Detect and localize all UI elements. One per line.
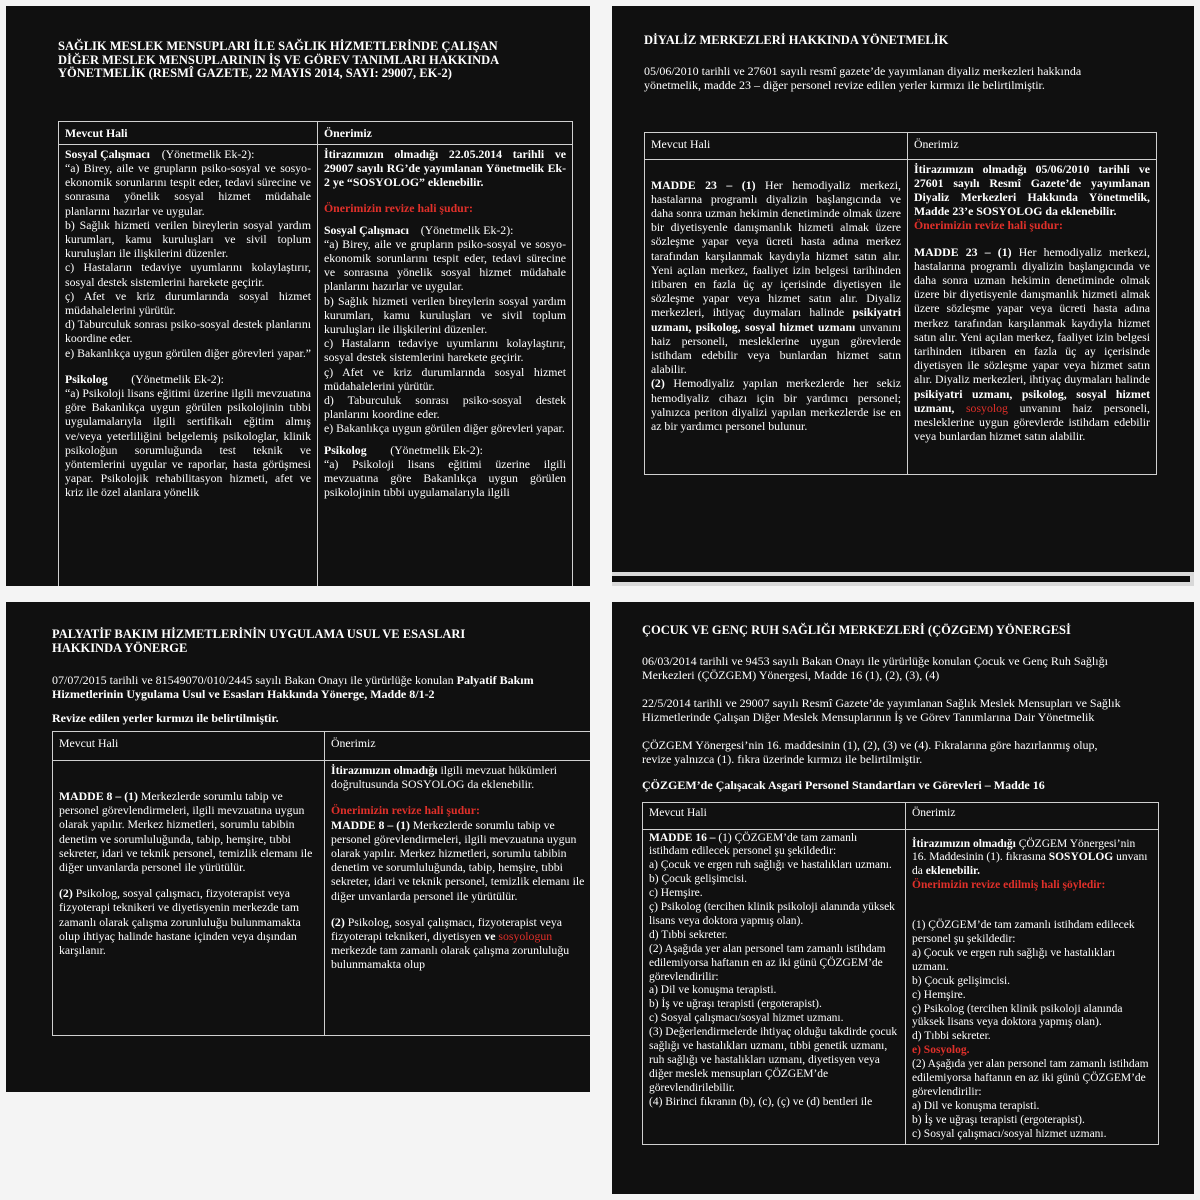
p2-right-text-2: unvanını haiz personeli, mesleklerine uygun görevlerde istihdam edebilir veya bunlardan hizmet satın alabilir. [914, 400, 1150, 444]
p1-left-item-d: d) Taburculuk sonrası psiko-sosyal destek planlarını koordine eder. [65, 317, 311, 346]
p1-right-psikolog-label: Psikolog [324, 442, 367, 457]
p1-header-proposal: Önerimiz [318, 121, 573, 144]
p4-comparison-table [642, 802, 1159, 1145]
p3-right-red-sosyologun: sosyologun [498, 929, 553, 944]
p1-title-line-3: YÖNETMELİK (RESMÎ GAZETE, 22 MAYIS 2014, SAYI: 29007, EK-2) [58, 66, 452, 80]
p3-comparison-table [52, 731, 590, 1036]
p3-header-proposal: Önerimiz [325, 732, 591, 761]
p4-left-line-11: (4) Birinci fıkranın (b), (c), (ç) ve (d) bentleri ile [649, 1095, 873, 1108]
p1-right-psikolog-ref: (Yönetmelik Ek-2): [390, 442, 483, 457]
p4-left-line-0-text: (1) ÇÖZGEM’de tam zamanlı istihdam edilecek personel şu şekildedir: [649, 831, 858, 858]
p4-right-eklenebilir: eklenebilir. [925, 865, 980, 878]
p2-left-bold-titles: psikiyatri uzmanı, psikolog, sosyal hizmet uzmanı [651, 305, 901, 334]
p4-subtitle: ÇÖZGEM’de Çalışacak Asgari Personel Standartları ve Görevleri – Madde 16 [642, 777, 1045, 792]
p1-comparison-table [58, 121, 573, 587]
p2-left-text-1: Her hemodiyaliz merkezi, hastalarına programlı diyalizin başlangıcında ve daha sonra uzman hekimin denetiminde olmak üzere bir diyetisyenle danışmanlık hizmeti almak üzere sözleşme yapar veya ücreti hasta adına merkez tarafından karşılanmak kaydıyla hizmet satın alır. Yeni açılan merkez, faaliyet izin belgesi tarihinden itibaren en fazla üç ay içerisinde diyetisyen ile sözleşme yapar veya hizmet satın alır. Diyaliz merkezleri, ihtiyaç duymaları halinde [651, 177, 901, 320]
p2-right-madde: MADDE 23 – (1) [914, 244, 1012, 259]
p1-right-item-c: c) Hastaların tedaviye uyumlarını kolaylaştırır, sosyal destek sistemlerini harekete geçirir. [324, 336, 566, 365]
p4-right-line-2: b) Çocuk gelişimcisi. [912, 974, 1011, 987]
p4-right-line-1: a) Çocuk ve ergen ruh sağlığı ve hastalıkları uzmanı. [912, 946, 1116, 973]
p4-current-cell [643, 829, 906, 1144]
p1-current-cell [59, 144, 318, 586]
p4-left-line-1: a) Çocuk ve ergen ruh sağlığı ve hastalıkları uzmanı. [649, 859, 892, 872]
p3-right-intro-rest: ilgili mevzuat hükümleri doğrultusunda SOSYOLOG da eklenebilir. [331, 763, 558, 792]
p3-intro-text: 07/07/2015 tarihli ve 81549070/010/2445 sayılı Bakan Onayı ile yürürlüğe konulan [52, 673, 454, 687]
p4-right-unvan: unvanı da [912, 851, 1148, 878]
p2-header-proposal: Önerimiz [908, 132, 1157, 159]
p3-proposal-cell [325, 761, 591, 1036]
p3-right-p2-tail: merkezde tam zamanlı olarak çalışma zorunluluğu bulunmamakta olup [331, 943, 570, 972]
p4-intro-1: 06/03/2014 tarihli ve 9453 sayılı Bakan Onayı ile yürürlüğe konulan Çocuk ve Genç Ruh Sağlığı Merkezleri (ÇÖZGEM) Yönergesi, Madde 16 (1), (2), (3), (4) [642, 653, 1108, 682]
p4-left-line-0 [649, 832, 899, 860]
p2-right-text-1: Her hemodiyaliz merkezi, hastalarına programlı diyalizin başlangıcında ve daha sonra uzman hekimin denetiminde olmak üzere bir diyetisyenle danışmanlık hizmeti almak üzere sözleşme yapar veya ücreti hasta adına merkez tarafından karşılanmak kaydıyla hizmet satın alır. Yeni açılan merkez, faaliyet izin belgesi tarihinden itibaren en fazla üç ay içerisinde diyetisyen ile sözleşme yapar veya hizmet satın alır. Diyaliz merkezleri, ihtiyaç duymaları halinde [914, 244, 1150, 387]
p4-left-line-8: b) İş ve uğraşı terapisti (ergoterapist). [649, 998, 822, 1011]
p4-left-line-6: (2) Aşağıda yer alan personel tam zamanlı istihdam edilemiyorsa haftanın en az iki günü ÇÖZGEM’de görevlendirilir: [649, 942, 886, 983]
p4-left-line-4: ç) Psikolog (tercihen klinik psikoloji alanında yüksek lisans veya doktora yapmış olan). [649, 901, 895, 927]
p3-left-paragraph-1 [59, 789, 318, 874]
p2-left-paragraph-1 [651, 178, 901, 377]
p3-left-madde: MADDE 8 – (1) [59, 789, 138, 803]
p4-right-line-9: c) Sosyal çalışmacı/sosyal hizmet uzmanı. [912, 1127, 1107, 1140]
p1-left-item-cc: ç) Afet ve kriz durumlarında sosyal hizmet müdahalelerini yürütür. [65, 288, 311, 317]
p1-right-sosyal-heading [324, 223, 566, 237]
p3-right-p2-ve: ve [484, 929, 496, 944]
p2-left-paragraph-2 [651, 376, 901, 433]
p4-left-line-9: c) Sosyal çalışmacı/sosyal hizmet uzmanı. [649, 1012, 844, 1025]
p4-proposal-cell [906, 829, 1159, 1144]
p1-right-item-cc: ç) Afet ve kriz durumlarında sosyal hizmet müdahalelerini yürütür. [324, 364, 566, 393]
p4-left-line-2: b) Çocuk gelişimcisi. [649, 873, 748, 886]
p1-right-psikolog-text: “a) Psikoloji lisans eğitimi üzerine ilgili mevzuatına göre Bakanlıkça uygun görülen psikolojinin tıbbi uygulamalarıyla ilgili [324, 456, 566, 500]
p4-right-line-7: a) Dil ve konuşma terapisti. [912, 1099, 1040, 1112]
p4-left-line-3: c) Hemşire. [649, 887, 703, 900]
p4-right-line-6: (2) Aşağıda yer alan personel tam zamanlı istihdam edilemiyorsa haftanın en az iki günü ÇÖZGEM’de görevlendirilir: [912, 1058, 1149, 1098]
p2-title: DİYALİZ MERKEZLERİ HAKKINDA YÖNETMELİK [644, 33, 949, 47]
p2-bottom-scroll-bar [612, 572, 1194, 586]
panel-cozgem-directive [612, 602, 1194, 1194]
p1-left-item-c: c) Hastaların tedaviye uyumlarını kolaylaştırır, sosyal destek sistemlerini harekete geçirir. [65, 260, 311, 289]
p2-comparison-table [644, 132, 1157, 475]
p4-right-intro-rest: ÇÖZGEM Yönergesi’nin 16. Maddesinin (1). fıkrasına [912, 837, 1136, 864]
p4-left-line-5: d) Tıbbi sekreter. [649, 928, 728, 941]
p3-right-p2-label: (2) [331, 914, 345, 929]
p1-right-item-b: b) Sağlık hizmeti verilen bireylerin sosyal yardım kurumları, kamu kuruluşları ve sivil toplum kuruluşları ile ilişkilerini düzenler. [324, 293, 566, 336]
p1-left-psikolog-heading [65, 372, 311, 386]
p2-intro: 05/06/2010 tarihli ve 27601 sayılı resmî gazete’de yayımlanan diyaliz merkezleri hakkında yönetmelik, madde 23 – diğer personel revize edilen yerler kırmızı ile belirtilmiştir. [644, 63, 1082, 92]
p3-left-paragraph-2 [59, 886, 318, 957]
p3-header-current: Mevcut Hali [53, 732, 325, 761]
p2-left-p2-label: (2) [651, 376, 665, 391]
p3-right-paragraph-1 [331, 818, 586, 903]
p3-left-p2-text: Psikolog, sosyal çalışmacı, fizyoterapist veya fizyoterapi teknikeri ve diyetisyenin merkezde tam zamanlı olarak çalışma zorunluluğu bulunmamakta olup ihtiyaç halinde hastane içinden veya dışından karşılanır. [59, 886, 301, 958]
p4-right-red-sosyolog-line: e) Sosyolog. [912, 1044, 970, 1057]
p1-left-item-e: e) Bakanlıkça uygun görülen diğer görevleri yapar.” [65, 345, 312, 360]
p4-right-line-3: c) Hemşire. [912, 988, 966, 1001]
p4-left-line-7: a) Dil ve konuşma terapisti. [649, 984, 777, 997]
p1-right-sosyal-ref: (Yönetmelik Ek-2): [420, 222, 514, 237]
p1-right-item-a: “a) Birey, aile ve grupların psiko-sosyal ve sosyo-ekonomik sorunlarını tespit eder, tedavi sürecine ve sonrasına yönelik sosyal hizmet müdahale planlarını hazırlar ve uygular. [324, 236, 566, 294]
p4-right-line-4: ç) Psikolog (tercihen klinik psikoloji alanında yüksek lisans veya doktora yapmış olan). [912, 1002, 1123, 1029]
p1-right-item-e: e) Bakanlıkça uygun görülen diğer görevleri yapar. [324, 421, 565, 436]
p2-bottom-scroll-thumb [612, 576, 1190, 582]
p4-left-madde: MADDE 16 – [649, 831, 716, 844]
p2-right-revize-heading: Önerimizin revize hali şudur: [914, 218, 1063, 233]
p3-right-p2-text: Psikolog, sosyal çalışmacı, fizyoterapist veya fizyoterapi teknikeri, diyetisyen [331, 914, 562, 944]
p1-title [58, 40, 590, 81]
p4-right-line-5: d) Tıbbi sekreter. [912, 1030, 991, 1043]
p4-header-current: Mevcut Hali [643, 802, 906, 829]
p1-left-psikolog-ref: (Yönetmelik Ek-2): [131, 371, 224, 386]
p3-right-madde: MADDE 8 – (1) [331, 817, 410, 832]
p1-left-sosyal-label: Sosyal Çalışmacı [65, 146, 150, 161]
p1-left-psikolog-label: Psikolog [65, 371, 108, 386]
p3-right-intro-bold: İtirazımızın olmadığı [331, 763, 438, 777]
panel-dialysis-regulation [612, 6, 1194, 586]
panel-palliative-directive [6, 602, 590, 1092]
p2-current-cell [645, 159, 908, 474]
p1-left-sosyal-ref: (Yönetmelik Ek-2): [161, 146, 255, 161]
p3-title-line-2: HAKKINDA YÖNERGE [52, 640, 188, 655]
panel-health-regulation [6, 6, 590, 586]
p4-left-line-10: (3) Değerlendirmelerde ihtiyaç olduğu takdirde çocuk sağlığı ve hastalıkları uzmanı, tıbbi genetik uzmanı, ruh sağlığı ve hastalıkları uzmanı, diyetisyen veya diğer meslek mensupları ÇÖZGEM’de görevlendirilebilir. [649, 1026, 898, 1094]
p3-right-paragraph-2 [331, 915, 586, 972]
p4-right-intro-bold: İtirazımızın olmadığı [912, 837, 1016, 850]
p3-intro-bold: Palyatif Bakım Hizmetlerinin Uygulama Usul ve Esasları Hakkında Yönerge, Madde 8/1-2 [52, 673, 534, 701]
p4-intro-2: 22/5/2014 tarihli ve 29007 sayılı Resmî Gazete’de yayımlanan Sağlık Meslek Mensupları ve Sağlık Hizmetlerinde Çalışan Diğer Meslek Mensuplarının İş ve Görev Tanımlarına Dair Yönetmelik [642, 695, 1121, 724]
p2-left-text-2: unvanını haiz personeli, mesleklerine uygun görevlerde istihdam edebilir veya bunlardan hizmet satın alabilir. [651, 319, 902, 377]
p4-intro-3: ÇÖZGEM Yönergesi’nin 16. maddesinin (1), (2), (3) ve (4). Fıkralarına göre hazırlanmış olup, revize yalnızca (1). fıkra üzerinde kırmızı ile belirtilmiştir. [642, 737, 1098, 766]
p2-right-paragraph-1 [914, 245, 1150, 444]
p4-title: ÇOCUK VE GENÇ RUH SAĞLIĞI MERKEZLERİ (ÇÖZGEM) YÖNERGESİ [642, 623, 1071, 637]
p3-title-line-1: PALYATİF BAKIM HİZMETLERİNİN UYGULAMA USUL VE ESASLARI [52, 627, 466, 641]
p2-left-madde: MADDE 23 – (1) [651, 177, 756, 192]
p3-right-intro [331, 763, 586, 791]
p1-title-line-2: DİĞER MESLEK MENSUPLARININ İŞ VE GÖREV TANIMLARI HAKKINDA [58, 52, 500, 67]
p1-left-sosyal-heading [65, 147, 311, 161]
p3-right-text-1: Merkezlerde sorumlu tabip ve personel görevlendirmeleri, ilgili mevzuatına uygun olarak yapılır. Merkez hizmetleri, sorumlu tabibin denetim ve sorumluluğunda, tabip, hemşire, tıbbi sekreter, idari ve teknik personel, temizlik elemanı ile diğer unvanlarda personel ile yürütülür. [331, 817, 585, 903]
p1-left-item-b: b) Sağlık hizmeti verilen bireylerin sosyal yardım kurumları, kamu kuruluşları ve sivil toplum kuruluşları ile ilişkilerini düzenler. [65, 217, 311, 261]
p2-right-red-sosyolog: sosyolog [965, 400, 1008, 415]
p4-header-proposal: Önerimiz [906, 802, 1159, 829]
p3-intro-revise-note: Revize edilen yerler kırmızı ile belirtilmiştir. [52, 711, 279, 725]
p1-title-line-1: SAĞLIK MESLEK MENSUPLARI İLE SAĞLIK HİZMETLERİNDE ÇALIŞAN [58, 39, 498, 53]
p1-right-intro: İtirazımızın olmadığı 22.05.2014 tarihli ve 29007 sayılı RG’de yayımlanan Yönetmelik Ek-2 ye “SOSYOLOG” eklenebilir. [324, 146, 566, 190]
p1-right-sosyal-label: Sosyal Çalışmacı [324, 222, 409, 237]
p2-left-p2-text: Hemodiyaliz yapılan merkezlerde her sekiz hemodiyaliz cihazı için bir yardımcı personel; yalnızca periton diyalizi yapılan merkezlerde ise en az bir yardımcı personel bulunur. [651, 376, 902, 433]
p1-header-current: Mevcut Hali [59, 121, 318, 144]
p1-left-item-a: “a) Birey, aile ve grupların psiko-sosyal ve sosyo-ekonomik sorunlarını tespit eder, tedavi sürecine ve sonrasına yönelik sosyal hizmet müdahale planlarını hazırlar ve uygular. [65, 160, 311, 218]
p4-right-intro [912, 838, 1152, 880]
p2-proposal-cell [908, 159, 1157, 474]
p3-right-revize-heading: Önerimizin revize hali şudur: [331, 803, 480, 818]
p1-right-psikolog-heading [324, 443, 566, 457]
p1-right-revize-heading: Önerimizin revize hali şudur: [324, 201, 473, 216]
p4-right-line-8: b) İş ve uğraşı terapisti (ergoterapist). [912, 1113, 1085, 1126]
p4-right-sosyolog: SOSYOLOG [1048, 851, 1114, 864]
p3-current-cell [53, 761, 325, 1036]
p1-left-psikolog-text: “a) Psikoloji lisans eğitimi üzerine ilgili mevzuatına göre Bakanlıkça uygun görülen psikolojinin tıbbi uygulamalarıyla ilgili sertifikalı eğitim almış ve/veya yeterliliğini belgelemiş psikologlar, klinik psikoloğun sorumluğunda test teknik ve yöntemlerini uygular ve raporlar, hasta görüşmesi yapar. Psikolojik rehabilitasyon hizmeti, afet ve kriz ile özel alanlara yönelik [65, 385, 311, 500]
p3-left-text-1: Merkezlerde sorumlu tabip ve personel görevlendirmeleri, ilgili mevzuatına uygun olarak yapılır. Merkez hizmetleri, sorumlu tabibin denetim ve sorumluluğunda, tabip, hemşire, tıbbi sekreter, idari ve teknik personel, temizlik elemanı ile diğer unvanlarda personel ile yürütülür. [59, 789, 313, 875]
p3-left-p2-label: (2) [59, 886, 73, 901]
p2-header-current: Mevcut Hali [645, 132, 908, 159]
p2-right-bold-titles: psikiyatri uzmanı, psikolog, sosyal hizmet uzmanı, [914, 386, 1150, 415]
p4-right-revize-heading: Önerimizin revize edilmiş hali şöyledir: [912, 879, 1106, 892]
p3-title [52, 628, 590, 655]
p2-right-intro: İtirazımızın olmadığı 05/06/2010 tarihli ve 27601 sayılı Resmî Gazete’de yayımlanan Diyaliz Merkezleri Hakkında Yönetmelik, Madde 23’e SOSYOLOG da eklenebilir. [914, 161, 1150, 219]
p1-proposal-cell [318, 144, 573, 586]
p1-right-item-d: d) Taburculuk sonrası psiko-sosyal destek planlarını koordine eder. [324, 392, 566, 422]
p3-intro [52, 673, 536, 701]
p4-right-line-0: (1) ÇÖZGEM’de tam zamanlı istihdam edilecek personel şu şekildedir: [912, 919, 1135, 946]
